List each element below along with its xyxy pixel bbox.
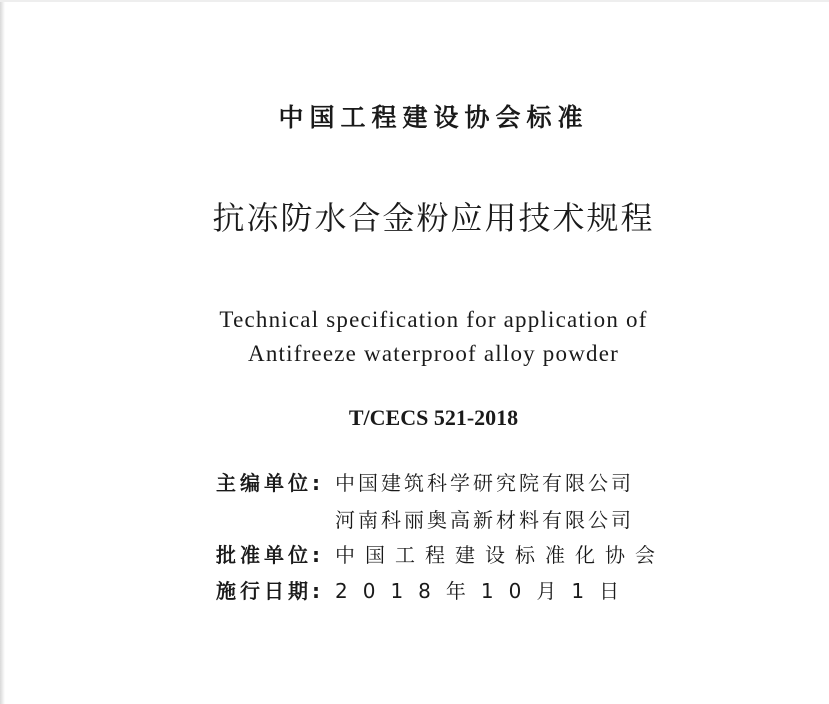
standard-code: T/CECS 521-2018 [348,405,519,430]
effective-date-label: 施行日期: [216,579,324,603]
document-title-english-line-2: Antifreeze waterproof alloy powder [248,341,619,366]
approver-unit-label: 批准单位: [216,543,324,567]
editor-unit-label: 主编单位: [216,471,324,495]
document-title-english-line-1: Technical specification for application of [219,307,648,332]
effective-date-value: 2018年10月1日 [335,579,635,603]
approver-unit-value: 中国工程建设标准化协会 [335,543,665,567]
document-title-chinese: 抗冻防水合金粉应用技术规程 [212,199,655,237]
editor-unit-value-2: 河南科丽奥高新材料有限公司 [335,508,634,532]
organization-header: 中国工程建设协会标准 [278,103,589,132]
page-top-edge [0,0,829,2]
editor-unit-value-1: 中国建筑科学研究院有限公司 [335,471,634,495]
